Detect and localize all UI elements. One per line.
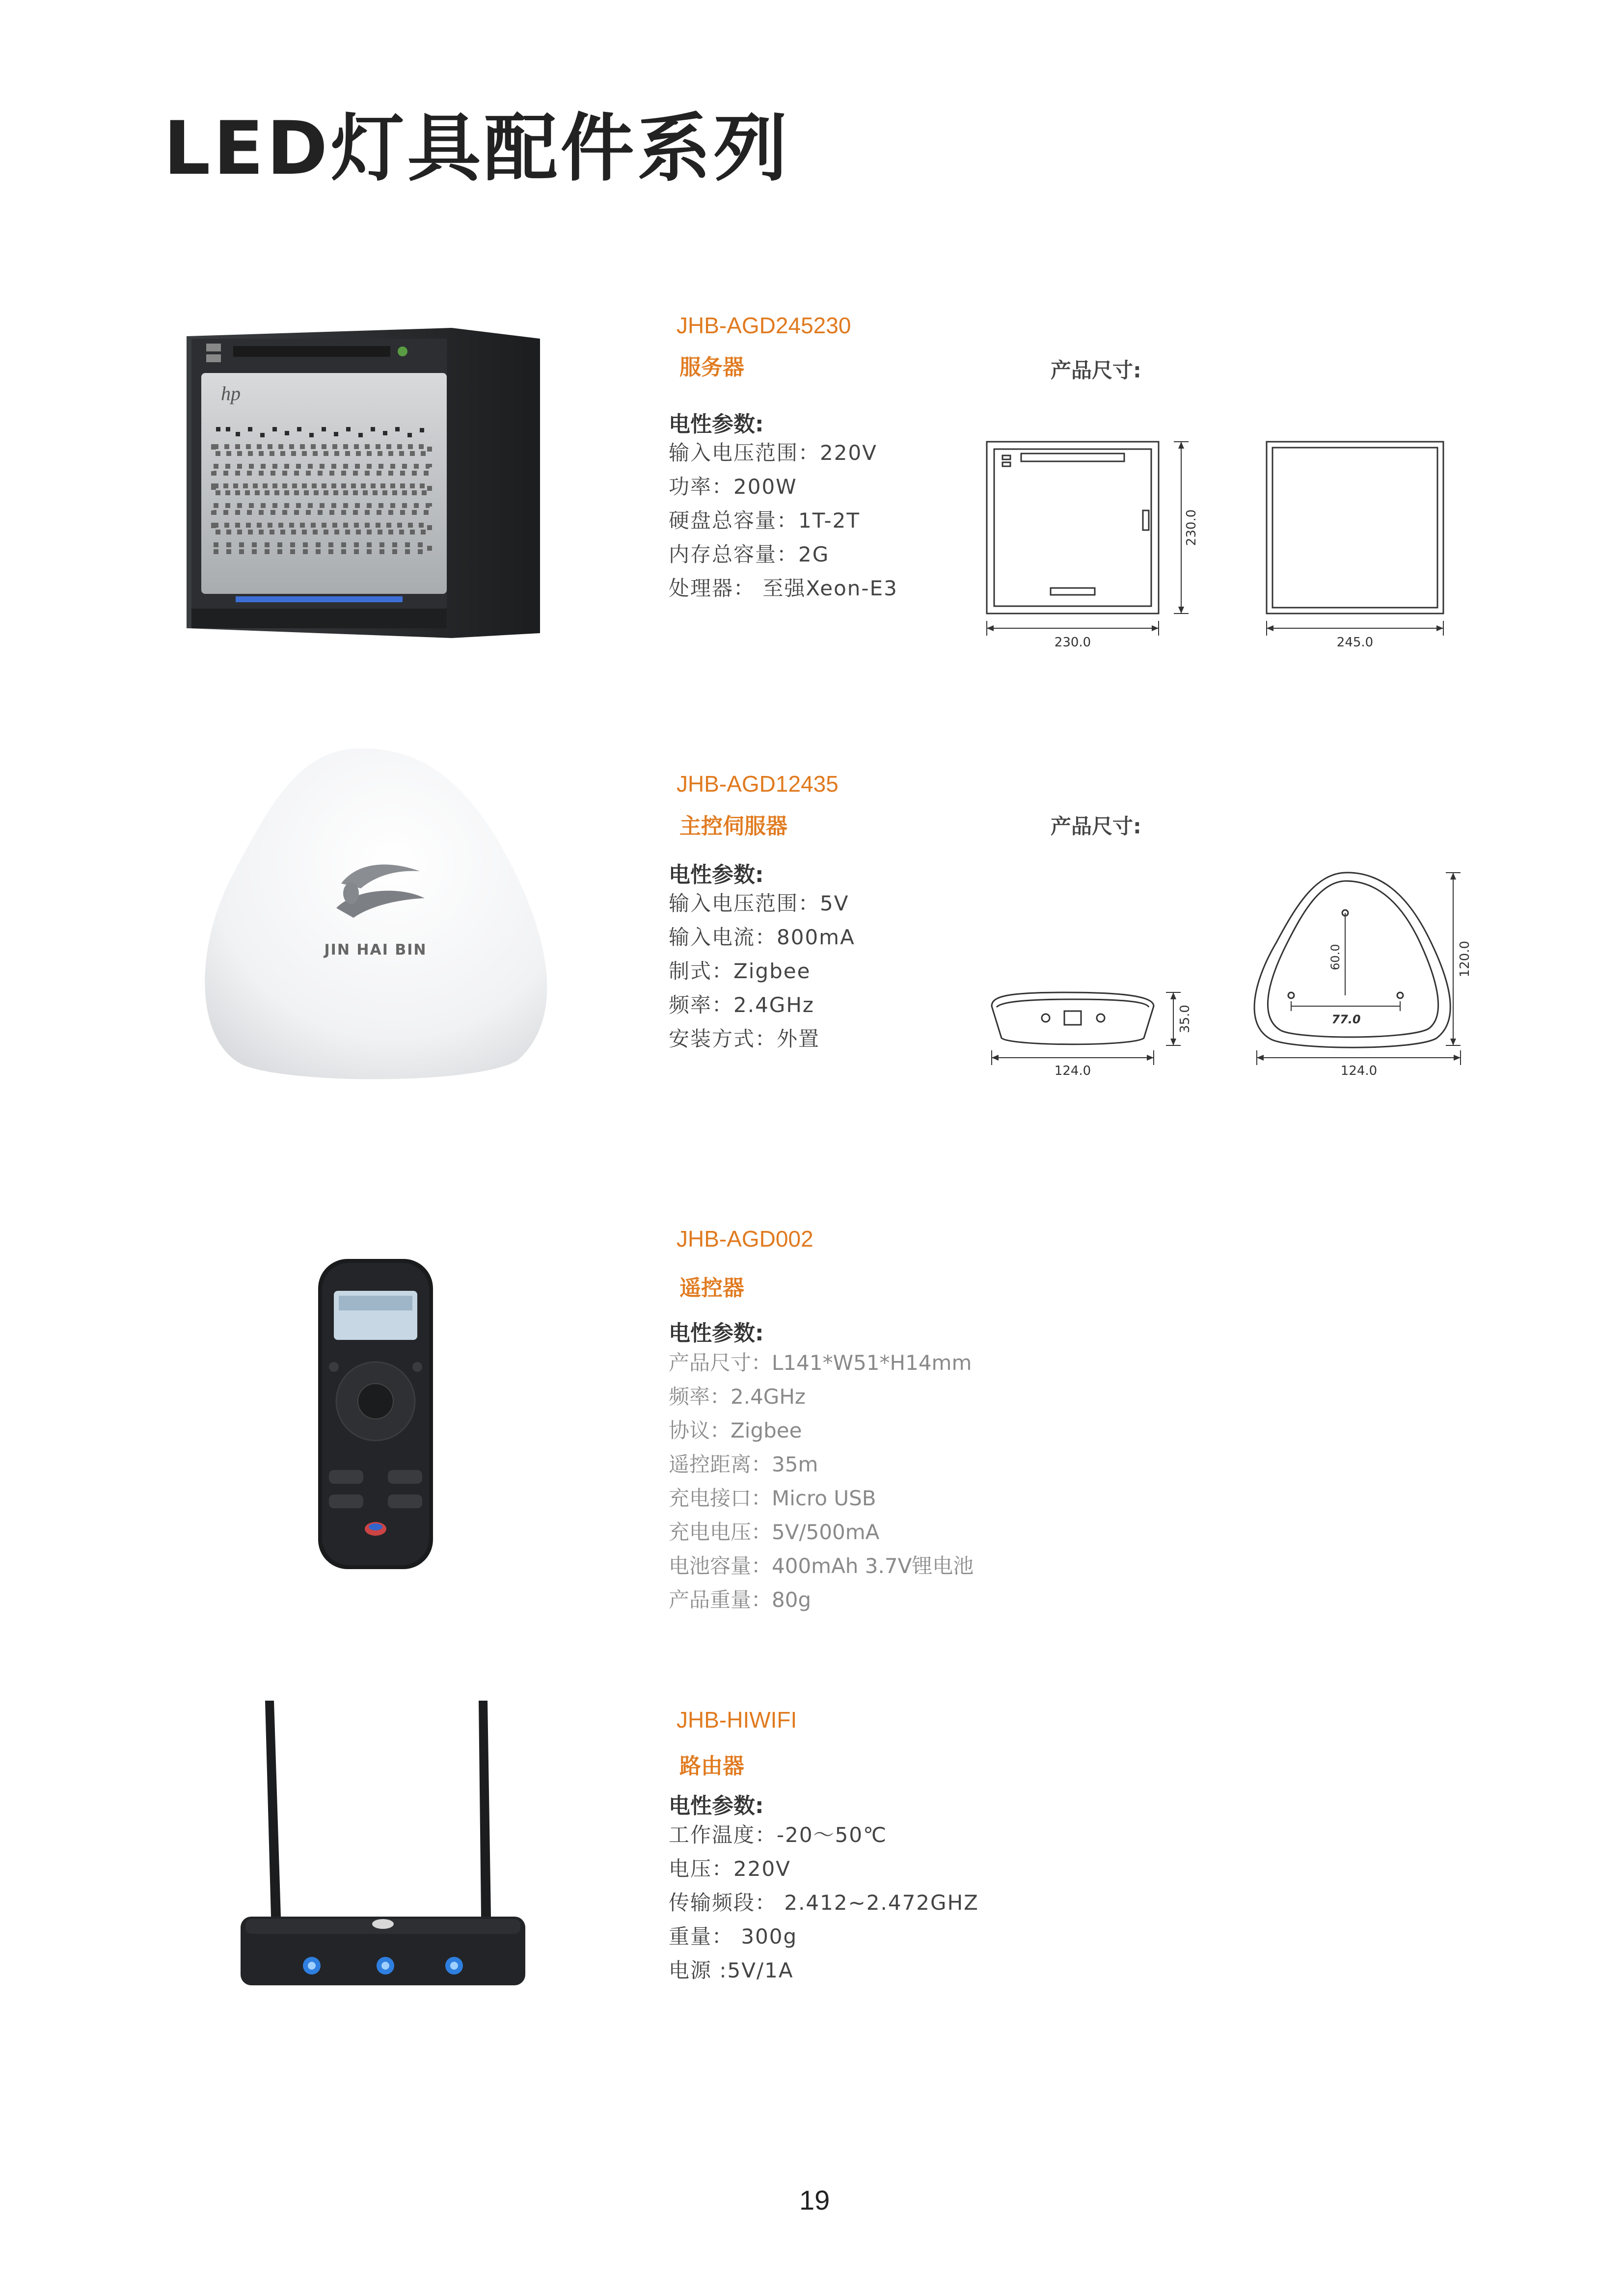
spec-item: 功率：200W <box>669 475 797 499</box>
router-photo <box>236 1698 530 1993</box>
server-photo <box>187 319 540 638</box>
product-model: JHB-HIWIFI <box>677 1707 797 1733</box>
spec-item: 制式：Zigbee <box>669 959 811 983</box>
spec-list <box>669 1346 974 1617</box>
spec-heading: 电性参数: <box>669 1793 764 1818</box>
server-dimension-drawing <box>977 432 1468 658</box>
product-type: 服务器 <box>679 355 744 380</box>
remote-photo <box>314 1254 437 1573</box>
dim-top-depth: 120.0 <box>1458 940 1472 978</box>
spec-item: 电源 :5V/1A <box>669 1958 794 1982</box>
spec-item: 频率：2.4GHz <box>669 1385 806 1409</box>
spec-item: 电压：220V <box>669 1857 791 1881</box>
page-title: LED灯具配件系列 <box>163 106 790 191</box>
spec-item: 处理器： 至强Xeon-E3 <box>669 576 898 600</box>
dimension-label: 产品尺寸: <box>1051 358 1141 382</box>
spec-item: 重量： 300g <box>669 1924 798 1949</box>
spec-item: 工作温度：-20～50℃ <box>669 1823 888 1847</box>
spec-item: 传输频段： 2.412~2.472GHZ <box>669 1891 979 1915</box>
dim-front-width: 230.0 <box>1054 635 1091 650</box>
product-model: JHB-AGD002 <box>677 1226 813 1252</box>
spec-item: 输入电压范围：5V <box>669 891 849 915</box>
dim-side-width: 245.0 <box>1336 635 1374 650</box>
dimension-label: 产品尺寸: <box>1051 814 1141 838</box>
spec-item: 内存总容量：2G <box>669 542 830 566</box>
spec-item: 产品尺寸：L141*W51*H14mm <box>669 1351 972 1375</box>
product-type: 路由器 <box>679 1754 744 1779</box>
spec-item: 遥控距离：35m <box>669 1452 818 1476</box>
dim-center-vertical: 60.0 <box>1328 944 1342 970</box>
spec-item: 协议：Zigbee <box>669 1418 802 1442</box>
product-model: JHB-AGD245230 <box>677 313 851 338</box>
spec-list <box>669 886 855 1056</box>
product-type: 遥控器 <box>679 1276 744 1301</box>
controller-dimension-drawing <box>977 864 1478 1090</box>
brand-logo-text: JIN HAI BIN <box>324 941 427 959</box>
controller-photo <box>194 741 557 1085</box>
spec-item: 输入电流：800mA <box>669 925 855 949</box>
spec-item: 频率：2.4GHz <box>669 993 814 1017</box>
page-number: 19 <box>799 2185 830 2216</box>
spec-item: 充电电压：5V/500mA <box>669 1520 880 1544</box>
spec-item: 输入电压范围：220V <box>669 441 877 465</box>
svg-text:hp: hp <box>221 382 241 404</box>
product-model: JHB-AGD12435 <box>677 771 839 797</box>
spec-heading: 电性参数: <box>669 412 764 437</box>
dim-top-width: 124.0 <box>1340 1064 1378 1078</box>
dim-height: 230.0 <box>1184 509 1199 546</box>
dim-hole-span: 77.0 <box>1331 1013 1361 1026</box>
spec-list <box>669 1818 979 1987</box>
spec-heading: 电性参数: <box>669 1321 764 1346</box>
dim-side-height: 35.0 <box>1178 1005 1192 1033</box>
spec-item: 产品重量：80g <box>669 1588 812 1612</box>
spec-list <box>669 436 898 605</box>
spec-item: 充电接口：Micro USB <box>669 1486 876 1510</box>
spec-heading: 电性参数: <box>669 862 764 887</box>
spec-item: 硬盘总容量：1T-2T <box>669 508 861 533</box>
spec-item: 电池容量：400mAh 3.7V锂电池 <box>669 1554 974 1578</box>
product-type: 主控伺服器 <box>679 814 787 839</box>
dim-side-width: 124.0 <box>1054 1064 1091 1078</box>
spec-item: 安装方式：外置 <box>669 1027 820 1051</box>
